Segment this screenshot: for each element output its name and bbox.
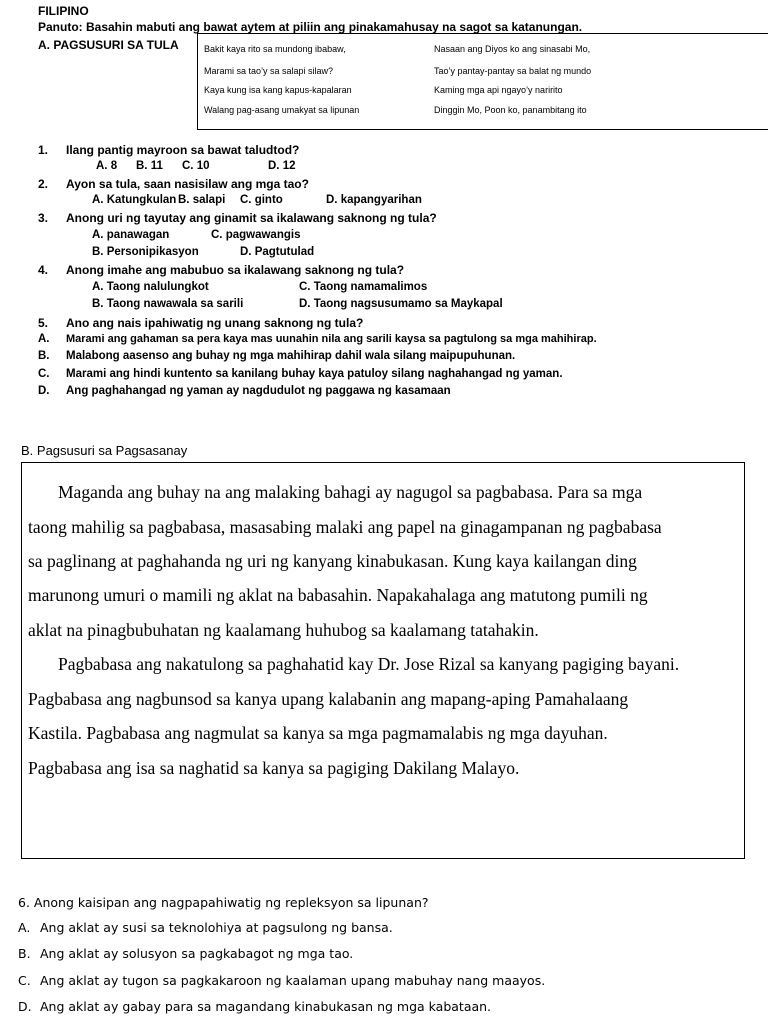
q3-option-b: B. Personipikasyon bbox=[92, 246, 199, 258]
q1-option-b: B. 11 bbox=[136, 160, 163, 172]
section-a-title: A. PAGSUSURI SA TULA bbox=[38, 38, 179, 52]
q1-option-d: D. 12 bbox=[268, 160, 296, 172]
essay-line: taong mahilig sa pagbabasa, masasabing malaki ang papel na ginagampanan ng pagbabasa bbox=[28, 517, 662, 537]
q5-option-d: Ang paghahangad ng yaman ay nagdudulot ng paggawa ng kasamaan bbox=[66, 385, 451, 397]
q5-option-d-letter: D. bbox=[38, 385, 50, 397]
essay-line: Maganda ang buhay na ang malaking bahagi ay nagugol sa pagbabasa. Para sa mga bbox=[58, 482, 643, 502]
subject-title: FILIPINO bbox=[38, 4, 89, 18]
q6-option-c: Ang aklat ay tugon sa pagkakaroon ng kaalaman upang mabuhay nang maayos. bbox=[40, 973, 546, 988]
poem-line: Dinggin Mo, Poon ko, panambitang ito bbox=[434, 105, 587, 115]
q6-option-b: Ang aklat ay solusyon sa pagkabagot ng mga tao. bbox=[40, 946, 354, 961]
q4-option-a: A. Taong nalulungkot bbox=[92, 281, 209, 293]
essay-line: aklat na pinagbubuhatan ng kaalamang huhubog sa kaalamang tatahakin. bbox=[28, 620, 539, 640]
essay-line: Pagbabasa ang nakatulong sa paghahatid kay Dr. Jose Rizal sa kanyang pagiging bayani. bbox=[58, 654, 680, 674]
q3-option-d: D. Pagtutulad bbox=[240, 246, 315, 258]
q5-option-b-letter: B. bbox=[38, 350, 50, 362]
poem-line: Kaming mga api ngayo’y naririto bbox=[434, 85, 563, 95]
instructions: Panuto: Basahin mabuti ang bawat aytem at piliin ang pinakamahusay na sagot sa katanungan. bbox=[38, 20, 583, 34]
essay-line: Pagbabasa ang nagbunsod sa kanya upang kalabanin ang mapang-aping Pamahalaang bbox=[28, 689, 629, 709]
question-3-number: 3. bbox=[38, 211, 49, 225]
question-2-number: 2. bbox=[38, 177, 49, 191]
q5-option-c: Marami ang hindi kuntento sa kanilang buhay kaya patuloy silang naghahangad ng yaman. bbox=[66, 368, 563, 380]
q4-option-b: B. Taong nawawala sa sarili bbox=[92, 298, 244, 310]
q6-option-d-letter: D. bbox=[18, 999, 32, 1014]
poem-line: Tao’y pantay-pantay sa balat ng mundo bbox=[434, 66, 592, 76]
q4-option-d: D. Taong nagsusumamo sa Maykapal bbox=[299, 298, 503, 310]
q6-option-a: Ang aklat ay susi sa teknolohiya at pagsulong ng bansa. bbox=[40, 920, 393, 935]
q6-option-a-letter: A. bbox=[18, 920, 31, 935]
poem-line: Nasaan ang Diyos ko ang sinasabi Mo, bbox=[434, 44, 591, 54]
q6-option-c-letter: C. bbox=[18, 973, 31, 988]
poem-line: Marami sa tao’y sa salapi silaw? bbox=[204, 66, 334, 76]
q5-option-c-letter: C. bbox=[38, 368, 50, 380]
q2-option-c: C. ginto bbox=[240, 194, 283, 206]
question-4-text: Anong imahe ang mabubuo sa ikalawang saknong ng tula? bbox=[66, 263, 405, 277]
q1-option-c: C. 10 bbox=[182, 160, 210, 172]
q2-option-b: B. salapi bbox=[178, 194, 226, 206]
q1-option-a: A. 8 bbox=[96, 160, 118, 172]
q5-option-a-letter: A. bbox=[38, 333, 50, 345]
poem-line: Kaya kung isa kang kapus-kapalaran bbox=[204, 85, 352, 95]
question-2-text: Ayon sa tula, saan nasisilaw ang mga tao? bbox=[66, 177, 309, 191]
essay-line: Pagbabasa ang isa sa naghatid sa kanya sa pagiging Dakilang Malayo. bbox=[28, 758, 520, 778]
poem-line: Bakit kaya rito sa mundong ibabaw, bbox=[204, 44, 346, 54]
q6-option-b-letter: B. bbox=[18, 946, 31, 961]
question-3-text: Anong uri ng tayutay ang ginamit sa ikalawang saknong ng tula? bbox=[66, 211, 437, 225]
q5-option-b: Malabong aasenso ang buhay ng mga mahihirap dahil wala silang maipupuhunan. bbox=[66, 350, 516, 362]
q3-option-a: A. panawagan bbox=[92, 229, 170, 241]
essay-line: marunong umuri o mamili ng aklat na babasahin. Napakahalaga ang matutong pumili ng bbox=[28, 585, 648, 605]
poem-line: Walang pag-asang umakyat sa lipunan bbox=[204, 105, 360, 115]
q6-option-d: Ang aklat ay gabay para sa magandang kinabukasan ng mga kabataan. bbox=[40, 999, 492, 1014]
question-1-number: 1. bbox=[38, 143, 49, 157]
section-b-title: B. Pagsusuri sa Pagsasanay bbox=[21, 443, 188, 458]
question-1-text: Ilang pantig mayroon sa bawat taludtod? bbox=[66, 143, 300, 157]
q3-option-c: C. pagwawangis bbox=[211, 229, 301, 241]
question-4-number: 4. bbox=[38, 263, 49, 277]
q2-option-a: A. Katungkulan bbox=[92, 194, 177, 206]
q4-option-c: C. Taong namamalimos bbox=[299, 281, 428, 293]
poem-box bbox=[197, 33, 768, 130]
essay-box bbox=[21, 462, 745, 859]
question-6-text: 6. Anong kaisipan ang nagpapahiwatig ng repleksyon sa lipunan? bbox=[18, 895, 429, 910]
essay-line: Kastila. Pagbabasa ang nagmulat sa kanya sa mga pagmamalabis ng mga dayuhan. bbox=[28, 723, 608, 743]
question-5-number: 5. bbox=[38, 316, 49, 330]
essay-line: sa paglinang at paghahanda ng uri ng kanyang kinabukasan. Kung kaya kailangan ding bbox=[28, 551, 637, 571]
question-5-text: Ano ang nais ipahiwatig ng unang saknong ng tula? bbox=[66, 316, 364, 330]
q2-option-d: D. kapangyarihan bbox=[326, 194, 422, 206]
q5-option-a: Marami ang gahaman sa pera kaya mas uunahin nila ang sarili kaysa sa pagtulong sa mga mahihirap. bbox=[66, 333, 597, 345]
